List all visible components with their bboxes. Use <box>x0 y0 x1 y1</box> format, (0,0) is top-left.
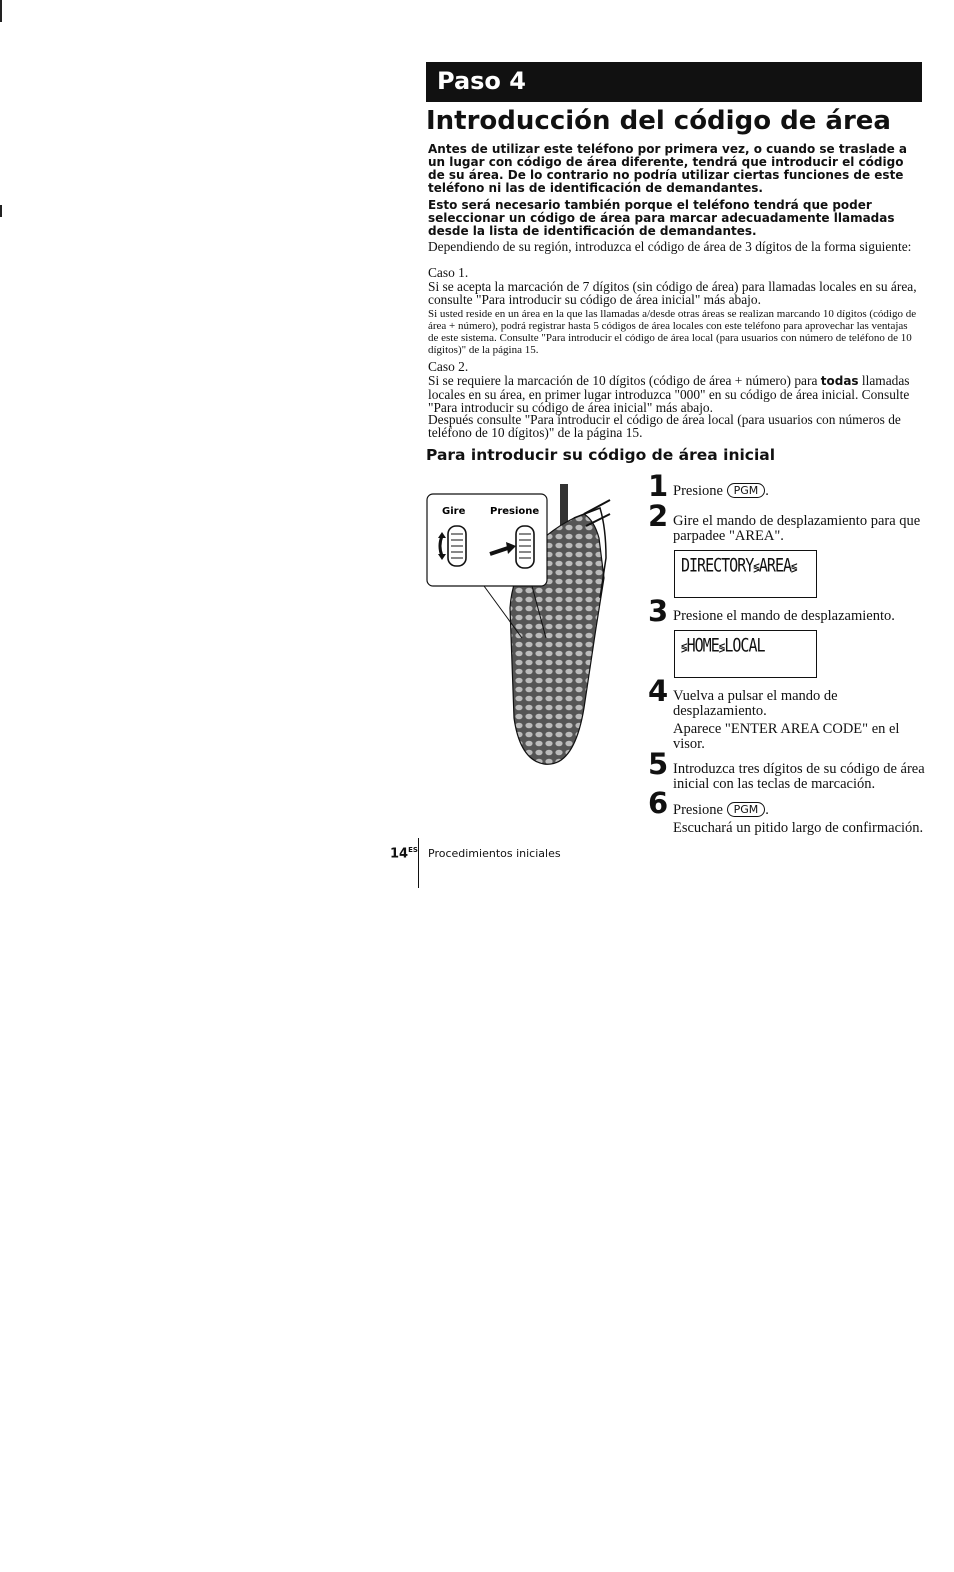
blink-marks-icon: ≶ <box>753 559 759 576</box>
step-2-number: 2 <box>648 499 669 533</box>
step-6-extra: Escuchará un pitido largo de confirmación. <box>673 820 924 836</box>
lcd-local-label: LOCAL <box>724 634 765 657</box>
footer-section-label: Procedimientos iniciales <box>428 847 561 860</box>
page-number-lang: ES <box>408 846 418 854</box>
intro-paragraph-2: Esto será necesario también porque el teléfono tendrá que poder seleccionar un código de área para marcar adecuadamente llamadas desde la lista de identificación de demandantes. <box>428 198 895 238</box>
case-2-text-end: llamadas locales en su área, en primer lugar introduzca "000" en su código de área inicial. Consulte "Para introducir su código de área inicial" más abajo. <box>428 373 910 415</box>
step-1-number: 1 <box>648 469 669 503</box>
step-6-text <box>673 802 925 818</box>
case-2-text-start: Si se requiere la marcación de 10 dígitos (código de área + número) para <box>428 373 821 388</box>
page-edge-mark-middle <box>0 205 2 217</box>
pgm-key-icon-2: PGM <box>727 802 766 817</box>
lcd-area-label: AREA <box>758 554 792 577</box>
illustration-label-turn: Gire <box>442 506 466 517</box>
case-1-text: Si se acepta la marcación de 7 dígitos (sin código de área) para llamadas locales en su área, consulte "Para introducir su código de área inicial" más abajo. <box>428 279 917 307</box>
body-paragraph-region: Dependiendo de su región, introduzca el código de área de 3 dígitos de la forma siguiente: <box>428 239 912 254</box>
section-subheading: Para introducir su código de área inicial <box>426 446 776 464</box>
page-number <box>390 846 418 861</box>
illustration-label-press: Presione <box>490 506 540 517</box>
step-4-text: Vuelva a pulsar el mando de desplazamiento. <box>673 688 838 719</box>
lcd-display-home-text <box>681 634 765 657</box>
step-1-suffix: . <box>765 483 769 499</box>
page-edge-mark-top <box>0 0 2 22</box>
intro-paragraph-1: Antes de utilizar este teléfono por primera vez, o cuando se traslade a un lugar con código de área diferente, tendrá que introducir el código de su área. De lo contrario no podría utilizar ciertas funciones de este teléfono ni las de identificación de demandantes. <box>428 142 907 195</box>
case-1-label: Caso 1. <box>428 265 469 280</box>
blink-marks-icon-right: ≶ <box>791 559 797 576</box>
step-banner <box>426 62 922 102</box>
phone-illustration <box>424 478 674 781</box>
step-5-number: 5 <box>648 747 669 781</box>
handset-drawing <box>424 478 674 781</box>
case-2-text <box>428 374 920 414</box>
step-1-text <box>673 483 925 499</box>
lcd-directory-label: DIRECTORY <box>681 554 754 577</box>
step-6-label: Presione <box>673 802 723 818</box>
page-title: Introducción del código de área <box>426 106 891 136</box>
footer-divider <box>418 838 419 888</box>
step-4-number: 4 <box>648 674 669 708</box>
lcd-display-area-text <box>681 554 797 577</box>
step-banner-label: Paso 4 <box>437 67 526 95</box>
case-2-followup: Después consulte "Para introducir el código de área local (para usuarios con números de teléfono de 10 dígitos)" de la página 15. <box>428 412 901 440</box>
blink-marks-icon-left: ≶ <box>681 639 687 656</box>
step-1-label: Presione <box>673 483 723 499</box>
case-2-label: Caso 2. <box>428 359 469 374</box>
lcd-display-area <box>674 550 817 598</box>
step-6-suffix: . <box>765 802 769 818</box>
blink-marks-icon-home: ≶ <box>718 639 725 656</box>
step-2-text: Gire el mando de desplazamiento para que parpadee "AREA". <box>673 513 921 544</box>
step-3-number: 3 <box>648 594 669 628</box>
page-number-value: 14 <box>390 846 409 862</box>
lcd-display-home <box>674 630 817 678</box>
lcd-home-label: HOME <box>686 634 719 657</box>
step-5-text: Introduzca tres dígitos de su código de área inicial con las teclas de marcación. <box>673 761 925 792</box>
step-3-text: Presione el mando de desplazamiento. <box>673 608 895 624</box>
pgm-key-icon: PGM <box>727 483 766 498</box>
case-1-note: Si usted reside en un área en la que las llamadas a/desde otras áreas se realizan marcando 10 dígitos (código de área + número), podrá registrar hasta 5 códigos de área locales con este teléfono para aprovechar las ventajas de este sistema. Consulte "Para introducir el código de área local (para usuarios con número de teléfono de 10 dígitos)" de la página 15. <box>428 308 917 356</box>
case-2-text-emphasis: todas <box>820 374 859 388</box>
step-4-extra: Aparece "ENTER AREA CODE" en el visor. <box>673 721 900 752</box>
step-6-number: 6 <box>648 786 669 820</box>
